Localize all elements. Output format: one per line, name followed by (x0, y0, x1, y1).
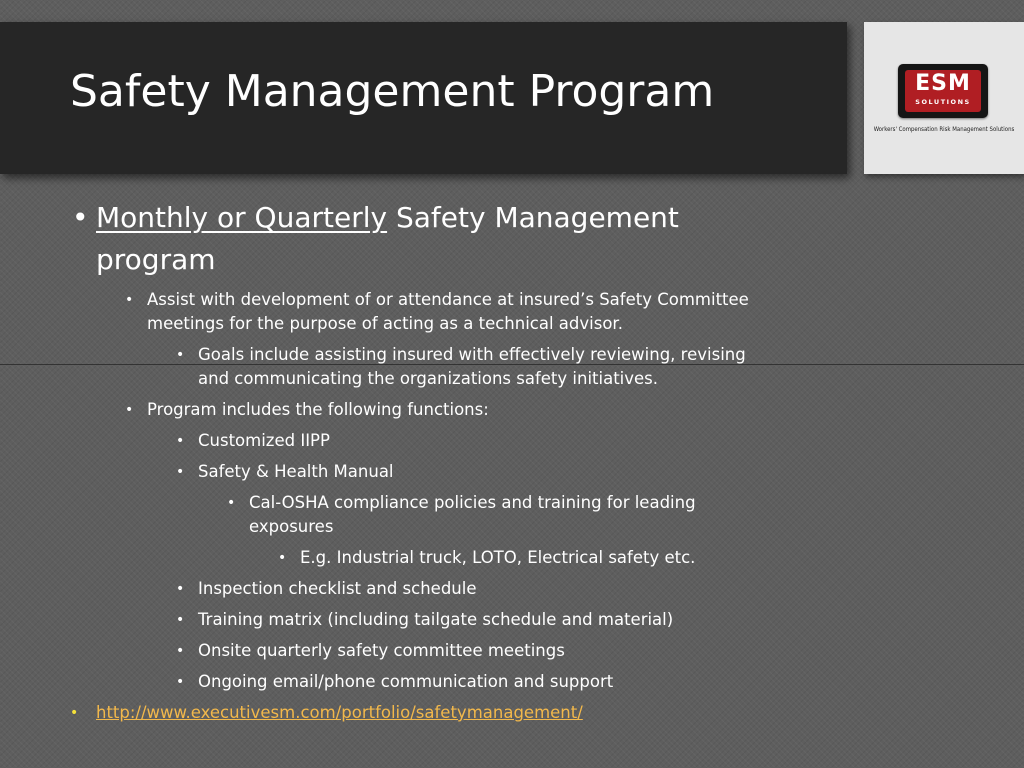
program-text: Program includes the following functions: (147, 400, 489, 419)
onsite-text: Onsite quarterly safety committee meetings (198, 641, 565, 660)
bullet-dot-icon: • (176, 347, 185, 363)
logo-tagline: Workers' Compensation Risk Management Solutions (873, 126, 1015, 133)
assist-text-line2: meetings for the purpose of acting as a technical advisor. (147, 314, 623, 333)
calosha-text-line2: exposures (249, 517, 334, 536)
bullet-main (72, 198, 679, 238)
main-underlined-text: Monthly or Quarterly (96, 201, 388, 234)
bullet-dot-icon: • (72, 201, 89, 234)
ongoing-text: Ongoing email/phone communication and support (198, 672, 614, 691)
bullet-manual (176, 460, 394, 484)
bullet-calosha-continued (249, 515, 333, 539)
assist-text: Assist with development of or attendance at insured’s Safety Committee (147, 290, 749, 309)
manual-text: Safety & Health Manual (198, 462, 394, 481)
bullet-dot-icon: • (176, 464, 185, 480)
inspection-text: Inspection checklist and schedule (198, 579, 477, 598)
training-text: Training matrix (including tailgate schedule and material) (198, 610, 674, 629)
slide-title: Safety Management Program (70, 66, 715, 117)
esm-logo (898, 64, 988, 118)
bullet-dot-icon: • (176, 433, 185, 449)
bullet-training (176, 608, 674, 632)
logo-brand: ESM (915, 71, 971, 96)
goals-text-line2: and communicating the organizations safety initiatives. (198, 369, 659, 388)
eg-text: E.g. Industrial truck, LOTO, Electrical safety etc. (300, 548, 696, 567)
bullet-assist (125, 288, 749, 312)
bullet-dot-icon: • (227, 495, 236, 511)
bullet-assist-continued (147, 312, 623, 336)
bullet-ongoing (176, 670, 614, 694)
logo-sub: SOLUTIONS (915, 98, 971, 106)
portfolio-link[interactable]: http://www.executivesm.com/portfolio/safetymanagement/ (96, 703, 583, 722)
logo-red-plate (905, 70, 981, 112)
bullet-dot-icon: • (176, 674, 185, 690)
bullet-calosha (227, 491, 696, 515)
bullet-onsite (176, 639, 565, 663)
bullet-dot-icon: • (176, 612, 185, 628)
bullet-inspection (176, 577, 477, 601)
bullet-dot-icon: • (125, 292, 134, 308)
bullet-program (125, 398, 489, 422)
bullet-dot-icon: • (70, 705, 79, 721)
bullet-dot-icon: • (176, 643, 185, 659)
calosha-text: Cal-OSHA compliance policies and training for leading (249, 493, 696, 512)
bullet-goals (176, 343, 746, 367)
logo-panel (864, 22, 1024, 174)
bullet-eg (278, 546, 696, 570)
bullet-link (70, 701, 583, 725)
iipp-text: Customized IIPP (198, 431, 330, 450)
goals-text: Goals include assisting insured with effectively reviewing, revising (198, 345, 746, 364)
bullet-dot-icon: • (125, 402, 134, 418)
bullet-main-continued (96, 240, 216, 280)
bullet-iipp (176, 429, 330, 453)
bullet-goals-continued (198, 367, 658, 391)
bullet-dot-icon: • (278, 550, 287, 566)
main-text: Safety Management (395, 201, 679, 234)
main-text-line2: program (96, 243, 216, 276)
bullet-dot-icon: • (176, 581, 185, 597)
